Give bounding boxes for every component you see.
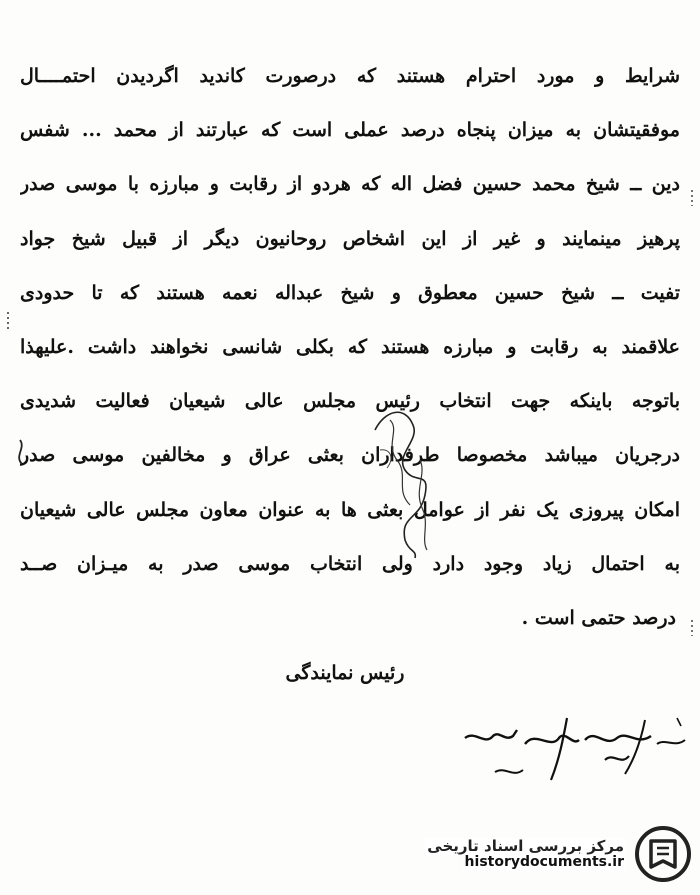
handwritten-scribble-mark xyxy=(365,400,445,560)
letter-body xyxy=(20,52,680,648)
letter-line: موفقیتشان به میزان پنجاه درصد عملی است که عبارتند از محمد ... شفس xyxy=(20,119,680,142)
letter-line: علاقمند به رقابت و مبارزه هستند که بکلی شانسی نخواهند داشت .علیهذا xyxy=(20,335,680,358)
letter-line: به احتمال زیاد وجود دارد ولی انتخاب موسی صدر به میـزان صــد xyxy=(20,552,680,575)
letter-line: تفیت ــ شیخ حسین معطوق و شیخ عبداله نعمه هستند که تا حدودی xyxy=(20,281,680,304)
watermark-title: مرکز بررسی اسناد تاریخی xyxy=(427,837,624,856)
letter-line: دین ــ شیخ محمد حسین فضل اله که هردو از رقابت و مبارزه با موسی صدر xyxy=(20,173,680,196)
letter-line: پرهیز مینمایند و غیر از این اشخاص روحانیون دیگر از قبیل شیخ جواد xyxy=(20,227,680,250)
letter-line: درجریان میباشد مخصوصا طرفداران بعثی عراق و مخالفین موسی صدر xyxy=(20,444,680,467)
letter-line-last: درصد حتمی است . xyxy=(521,606,676,629)
closing-title: رئیس نمایندگی xyxy=(285,662,405,684)
archive-logo-icon xyxy=(634,825,692,883)
letter-line: امکان پیروزی یک نفر از عوامل بعثی ها به عنوان معاون مجلس عالی شیعیان xyxy=(20,498,680,521)
signature xyxy=(455,700,695,810)
watermark-text xyxy=(425,838,626,870)
archive-watermark xyxy=(402,821,692,887)
letter-line: شرایط و مورد احترام هستند که درصورت کاندید اگردیدن احتمــــال xyxy=(20,65,680,87)
watermark-url[interactable]: historydocuments.ir xyxy=(464,853,624,870)
letter-line: باتوجه باینکه جهت انتخاب رئیس مجلس عالی شیعیان فعالیت شدیدی xyxy=(20,390,680,413)
